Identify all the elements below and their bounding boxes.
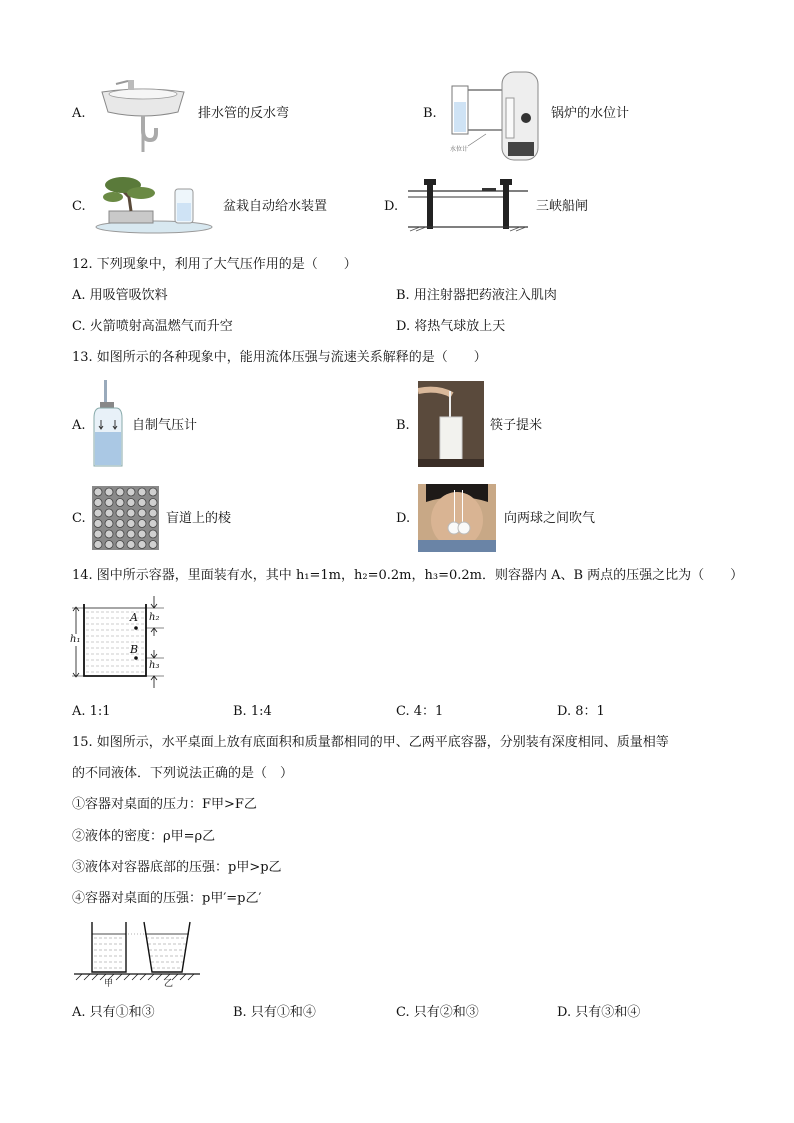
q11-option-b-letter: B. (423, 106, 437, 121)
q12-option-d[interactable]: D. 将热气球放上天 (396, 319, 506, 334)
q13-option-a-letter: A. (72, 418, 86, 433)
ship-lock-figure (406, 177, 530, 235)
q15-statement-3: ③液体对容器底部的压强：p甲>p乙 (72, 860, 282, 875)
q11-option-c-letter: C. (72, 199, 86, 214)
q13-stem: 13. 如图所示的各种现象中，能用流体压强与流速关系解释的是（ ） (72, 350, 487, 365)
q11-option-b-text: 锅炉的水位计 (551, 106, 630, 121)
q13-option-b-letter: B. (396, 418, 410, 433)
q12-option-a[interactable]: A. 用吸管吸饮料 (72, 288, 168, 303)
q13-option-d-letter: D. (396, 511, 411, 526)
q11-option-d-letter: D. (384, 199, 399, 214)
point-a-label: A (130, 611, 138, 624)
chopstick-rice-photo (418, 381, 484, 467)
q14-option-a[interactable]: A. 1:1 (72, 704, 111, 719)
q15-statement-2: ②液体的密度：ρ甲=ρ乙 (72, 829, 216, 844)
tactile-paving-photo (92, 486, 159, 550)
h2-label: h₂ (149, 612, 160, 623)
q13-option-d-text: 向两球之间吹气 (504, 511, 596, 526)
q12-option-c[interactable]: C. 火箭喷射高温燃气而升空 (72, 319, 233, 334)
h3-label: h₃ (149, 660, 160, 671)
q15-option-d[interactable]: D. 只有③和④ (557, 1005, 641, 1020)
q13-option-c-text: 盲道上的棱 (166, 511, 232, 526)
boiler-gauge-figure (446, 68, 542, 164)
q11-option-a-text: 排水管的反水弯 (198, 106, 290, 121)
barometer-bottle-figure (90, 378, 126, 468)
q14-option-b[interactable]: B. 1:4 (233, 704, 272, 719)
q13-option-b-text: 筷子提米 (490, 418, 543, 433)
bonsai-water-figure (93, 175, 215, 235)
point-b-label: B (130, 643, 139, 656)
h1-label: h₁ (70, 634, 81, 645)
q14-option-d[interactable]: D. 8：1 (557, 704, 605, 719)
two-containers-diagram (72, 918, 202, 992)
q15-stem-line2: 的不同液体．下列说法正确的是（ ） (72, 766, 294, 781)
sink-trap-figure (98, 78, 188, 153)
q12-option-b[interactable]: B. 用注射器把药液注入肌肉 (396, 288, 557, 303)
q11-option-c-text: 盆栽自动给水装置 (223, 199, 328, 214)
q15-stem-line1: 15. 如图所示，水平桌面上放有底面积和质量都相同的甲、乙两平底容器，分别装有深度相同、质量相等 (72, 735, 669, 750)
q11-option-a-letter: A. (72, 106, 86, 121)
q14-option-c[interactable]: C. 4：1 (396, 704, 444, 719)
q13-option-c-letter: C. (72, 511, 86, 526)
q12-stem: 12. 下列现象中，利用了大气压作用的是（ ） (72, 257, 357, 272)
q11-option-d-text: 三峡船闸 (536, 199, 589, 214)
container-yi-label: 乙 (164, 979, 174, 989)
q13-option-a-text: 自制气压计 (132, 418, 198, 433)
container-jia-label: 甲 (104, 979, 114, 989)
q14-stem: 14. 图中所示容器，里面装有水，其中 h₁=1m，h₂=0.2m，h₃=0.2m．则容器内 A、B 两点的压强之比为（ ） (72, 568, 744, 583)
water-gauge-label: 水位计 (450, 146, 469, 153)
q15-option-b[interactable]: B. 只有①和④ (233, 1005, 316, 1020)
q15-option-a[interactable]: A. 只有①和③ (72, 1005, 155, 1020)
q15-statement-1: ①容器对桌面的压力：F甲>F乙 (72, 797, 257, 812)
container-diagram (70, 594, 166, 690)
blowing-balls-photo (418, 484, 496, 552)
q15-option-c[interactable]: C. 只有②和③ (396, 1005, 479, 1020)
q15-statement-4: ④容器对桌面的压强：p甲′=p乙′ (72, 891, 262, 906)
